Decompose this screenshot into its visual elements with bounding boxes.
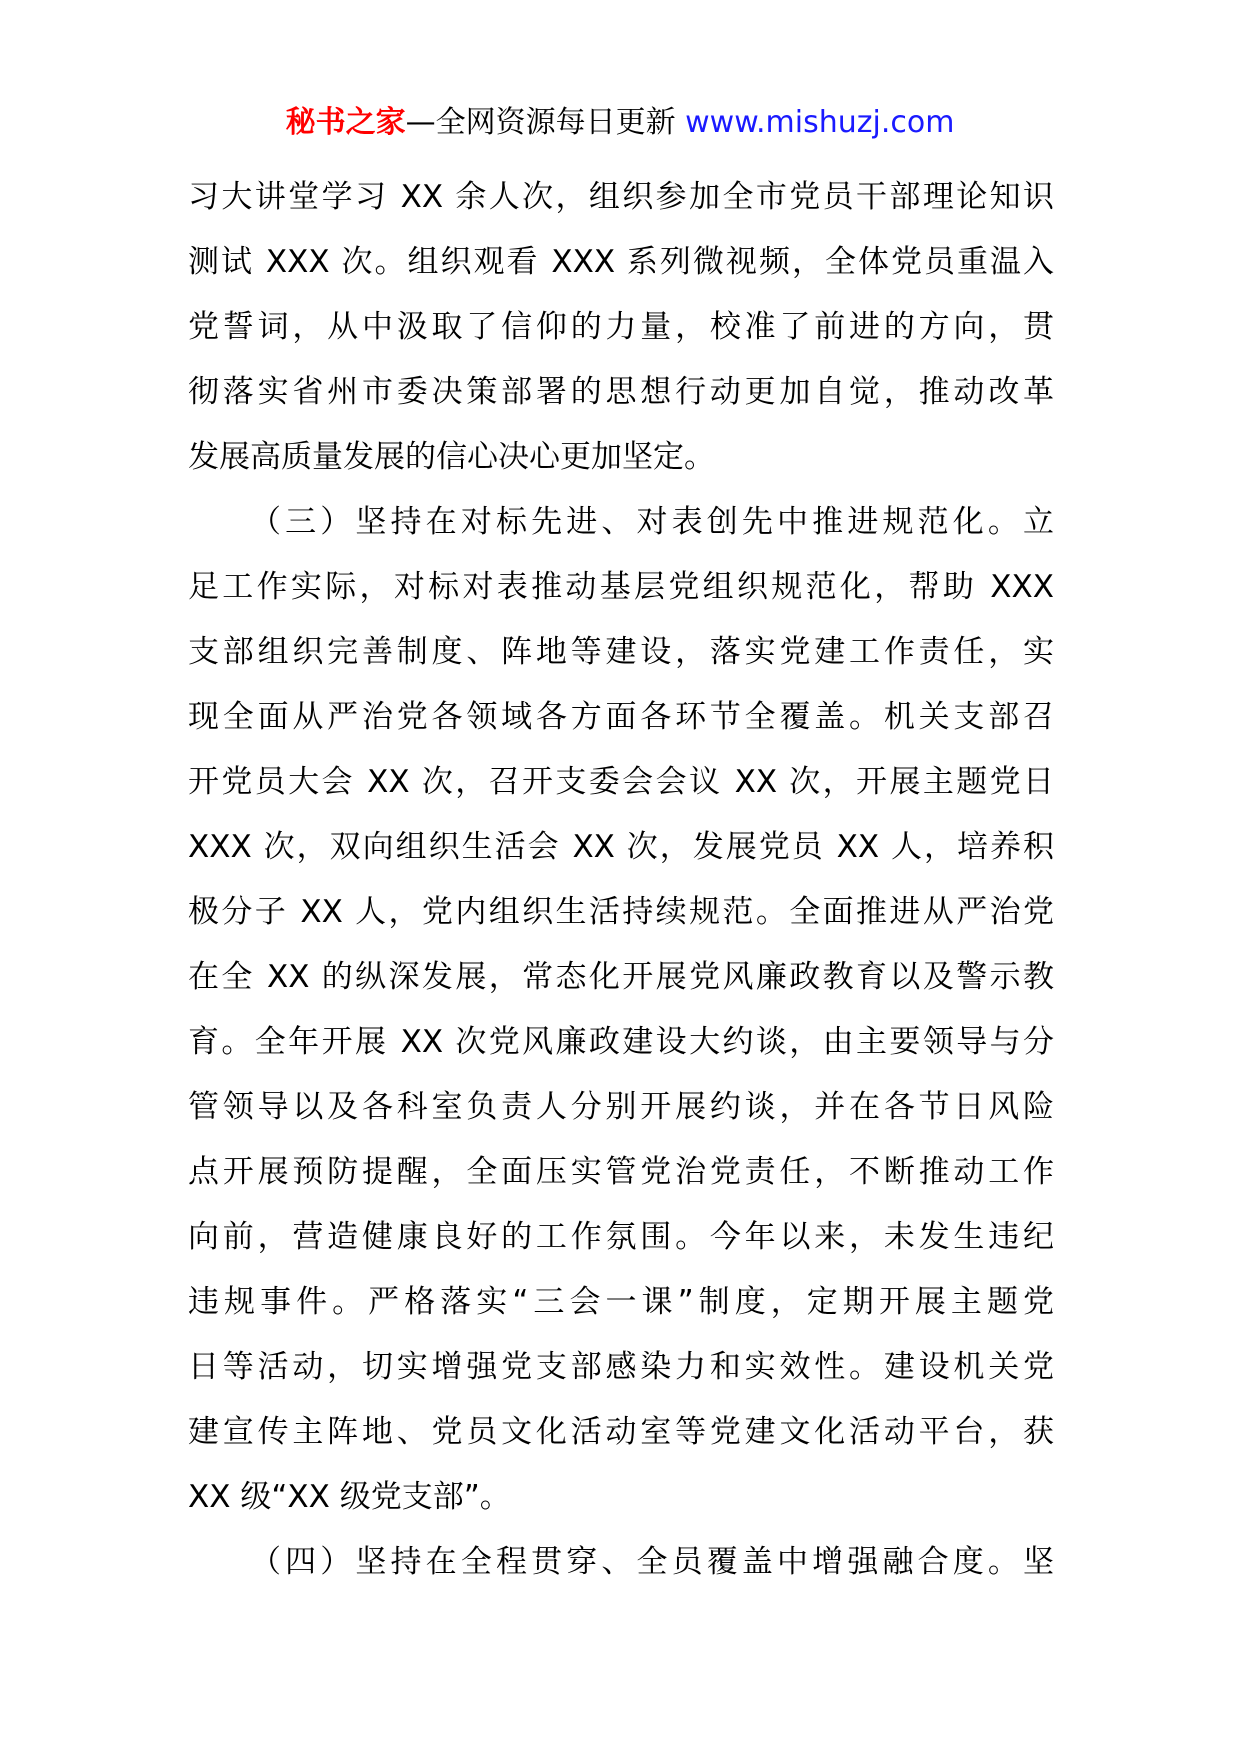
text-line: 足工作实际，对标对表推动基层党组织规范化，帮助 XXX xyxy=(188,569,1054,605)
text-line: 测试 XXX 次。组织观看 XXX 系列微视频，全体党员重温入 xyxy=(188,244,1054,280)
text-line: 党誓词，从中汲取了信仰的力量，校准了前进的方向，贯 xyxy=(188,309,1054,345)
section-heading-line: （四）坚持在全程贯穿、全员覆盖中增强融合度。坚 xyxy=(250,1544,1054,1580)
text-line: 建宣传主阵地、党员文化活动室等党建文化活动平台，获 xyxy=(188,1414,1054,1450)
text-line: 管领导以及各科室负责人分别开展约谈，并在各节日风险 xyxy=(188,1089,1054,1125)
text-line: XX 级“XX 级党支部”。 xyxy=(188,1479,511,1515)
text-line: 违规事件。严格落实“三会一课”制度，定期开展主题党 xyxy=(188,1284,1054,1320)
text-line: 在全 XX 的纵深发展，常态化开展党风廉政教育以及警示教 xyxy=(188,959,1054,995)
site-brand: 秘书之家 xyxy=(285,105,406,140)
text-line: 支部组织完善制度、阵地等建设，落实党建工作责任，实 xyxy=(188,634,1054,670)
text-line: 育。全年开展 XX 次党风廉政建设大约谈，由主要领导与分 xyxy=(188,1024,1054,1060)
text-line: 现全面从严治党各领域各方面各环节全覆盖。机关支部召 xyxy=(188,699,1054,735)
text-line: 日等活动，切实增强党支部感染力和实效性。建设机关党 xyxy=(188,1349,1054,1385)
section-heading-line: （三）坚持在对标先进、对表创先中推进规范化。立 xyxy=(250,504,1054,540)
text-line: XXX 次，双向组织生活会 XX 次，发展党员 XX 人，培养积 xyxy=(188,829,1054,865)
text-line: 彻落实省州市委决策部署的思想行动更加自觉，推动改革 xyxy=(188,374,1054,410)
text-line: 习大讲堂学习 XX 余人次，组织参加全市党员干部理论知识 xyxy=(188,179,1054,215)
site-tagline: —全网资源每日更新 xyxy=(405,105,686,140)
site-url-link[interactable]: www.mishuzj.com xyxy=(685,105,955,140)
document-body xyxy=(188,165,1054,1595)
text-line: 开党员大会 XX 次，召开支委会会议 XX 次，开展主题党日 xyxy=(188,764,1054,800)
text-line: 发展高质量发展的信心决心更加坚定。 xyxy=(188,439,715,475)
site-header xyxy=(0,100,1240,146)
text-line: 向前，营造健康良好的工作氛围。今年以来，未发生违纪 xyxy=(188,1219,1054,1255)
text-line: 点开展预防提醒，全面压实管党治党责任，不断推动工作 xyxy=(188,1154,1054,1190)
text-line: 极分子 XX 人，党内组织生活持续规范。全面推进从严治党 xyxy=(188,894,1054,930)
